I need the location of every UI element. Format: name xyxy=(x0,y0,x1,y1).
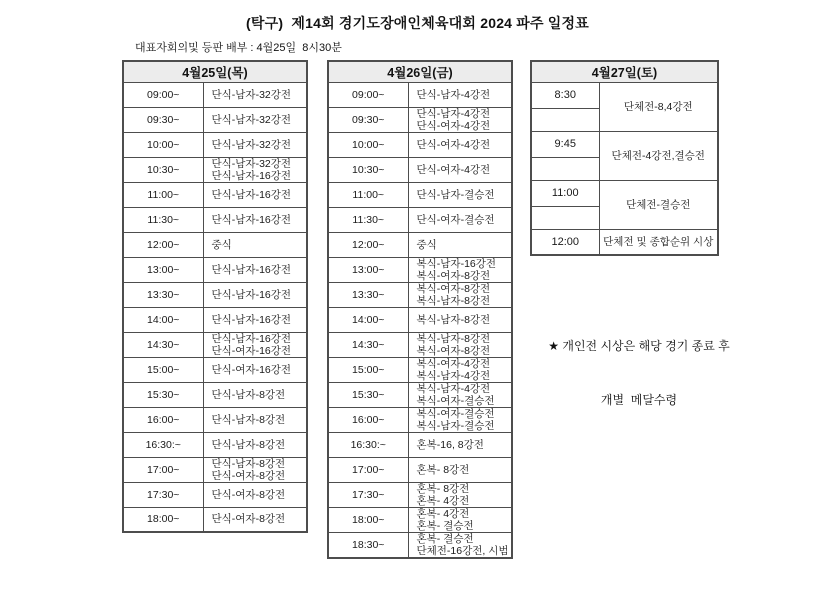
schedule-row xyxy=(328,82,512,107)
event-line: 단식-남자-16강전 xyxy=(211,188,292,201)
event-cell xyxy=(203,132,307,157)
event-line: 복식-남자-4강전 xyxy=(416,382,491,395)
event-line: 혼복- 결승전 xyxy=(416,532,474,545)
event-cell: 단체전 및 종합순위 시상 xyxy=(599,229,718,255)
time-cell: 12:00~ xyxy=(328,232,408,257)
event-line: 복식-여자-결승전 xyxy=(416,407,495,420)
schedule-row xyxy=(123,157,307,182)
schedule-row xyxy=(123,457,307,482)
schedule-row xyxy=(123,232,307,257)
time-cell: 14:30~ xyxy=(123,332,203,357)
event-cell xyxy=(408,282,512,307)
event-line: 단식-남자-8강전 xyxy=(211,438,286,451)
time-cell: 9:45 xyxy=(531,131,599,157)
schedule-row xyxy=(328,507,512,532)
event-line: 단식-남자-16강전 xyxy=(211,169,292,182)
event-line: 단식-남자-16강전 xyxy=(211,332,292,345)
schedule-row xyxy=(123,182,307,207)
event-cell xyxy=(203,232,307,257)
event-line: 복식-남자-16강전 xyxy=(416,257,497,270)
event-cell xyxy=(408,132,512,157)
event-cell xyxy=(203,432,307,457)
event-line: 단식-여자-8강전 xyxy=(211,513,286,526)
event-cell: 단체전-결승전 xyxy=(599,180,718,229)
time-cell: 09:00~ xyxy=(328,82,408,107)
event-cell: 단체전-8,4강전 xyxy=(599,82,718,131)
event-line: 단식-여자-8강전 xyxy=(211,488,286,501)
event-cell xyxy=(408,257,512,282)
schedule-row xyxy=(328,132,512,157)
event-cell: 단체전-4강전,결승전 xyxy=(599,131,718,180)
event-line: 복식-남자-8강전 xyxy=(416,332,491,345)
event-cell xyxy=(203,382,307,407)
event-cell xyxy=(408,482,512,507)
schedule-row xyxy=(123,82,307,107)
event-cell xyxy=(408,382,512,407)
time-cell: 14:30~ xyxy=(328,332,408,357)
time-cell: 16:00~ xyxy=(123,407,203,432)
table-date-header: 4월25일(목) xyxy=(123,61,307,82)
schedule-row xyxy=(123,432,307,457)
schedule-row xyxy=(123,507,307,532)
event-cell xyxy=(203,407,307,432)
schedule-row xyxy=(123,382,307,407)
event-cell xyxy=(203,307,307,332)
event-line: 단식-남자-16강전 xyxy=(211,288,292,301)
schedule-table-april25 xyxy=(122,60,308,533)
event-line: 중식 xyxy=(211,238,232,251)
time-cell: 17:00~ xyxy=(123,457,203,482)
event-line: 복식-여자-8강전 xyxy=(416,344,491,357)
table-header-row xyxy=(531,61,718,82)
time-cell: 10:30~ xyxy=(123,157,203,182)
event-line: 단식-여자-16강전 xyxy=(211,344,292,357)
event-cell xyxy=(408,107,512,132)
empty-time-cell xyxy=(531,108,599,131)
time-cell: 15:30~ xyxy=(328,382,408,407)
schedule-row xyxy=(123,357,307,382)
time-cell: 17:00~ xyxy=(328,457,408,482)
time-cell: 11:00~ xyxy=(328,182,408,207)
empty-time-cell xyxy=(531,206,599,229)
time-cell: 09:30~ xyxy=(123,107,203,132)
time-cell: 12:00~ xyxy=(123,232,203,257)
event-line: 복식-여자-8강전 xyxy=(416,269,491,282)
time-cell: 18:30~ xyxy=(328,532,408,558)
event-cell xyxy=(203,157,307,182)
event-cell xyxy=(408,157,512,182)
schedule-row xyxy=(328,457,512,482)
schedule-row xyxy=(328,207,512,232)
schedule-row xyxy=(328,432,512,457)
event-line: 단식-남자-16강전 xyxy=(211,263,292,276)
time-cell: 17:30~ xyxy=(328,482,408,507)
empty-time-cell xyxy=(531,157,599,180)
table-header-row xyxy=(328,61,512,82)
event-line: 혼복- 8강전 xyxy=(416,463,470,476)
event-cell xyxy=(408,82,512,107)
event-line: 혼복- 4강전 xyxy=(416,507,470,520)
event-line: 단식-남자-8강전 xyxy=(211,457,286,470)
event-cell xyxy=(408,432,512,457)
event-line: 단식-여자-16강전 xyxy=(211,363,292,376)
time-cell: 16:30:~ xyxy=(123,432,203,457)
schedule-row xyxy=(328,307,512,332)
time-cell: 11:00~ xyxy=(123,182,203,207)
time-cell: 18:00~ xyxy=(123,507,203,532)
schedule-row xyxy=(328,357,512,382)
time-cell: 11:30~ xyxy=(123,207,203,232)
schedule-row xyxy=(123,482,307,507)
event-line: 단식-남자-32강전 xyxy=(211,157,292,170)
event-cell xyxy=(408,207,512,232)
schedule-row xyxy=(328,482,512,507)
event-line: 복식-남자-8강전 xyxy=(416,313,491,326)
event-line: 단식-여자-결승전 xyxy=(416,213,495,226)
schedule-row xyxy=(123,332,307,357)
schedule-row xyxy=(531,229,718,255)
event-cell xyxy=(408,357,512,382)
event-line: 복식-남자-결승전 xyxy=(416,419,495,432)
event-cell xyxy=(203,207,307,232)
schedule-row xyxy=(123,132,307,157)
time-cell: 14:00~ xyxy=(123,307,203,332)
event-cell xyxy=(408,307,512,332)
schedule-row xyxy=(328,107,512,132)
event-line: 복식-여자-4강전 xyxy=(416,357,491,370)
event-line: 단식-남자-4강전 xyxy=(416,88,491,101)
schedule-row xyxy=(328,407,512,432)
time-cell: 11:30~ xyxy=(328,207,408,232)
event-cell xyxy=(408,532,512,558)
event-cell xyxy=(203,332,307,357)
event-cell xyxy=(408,232,512,257)
event-cell xyxy=(203,507,307,532)
event-line: 단식-여자-4강전 xyxy=(416,138,491,151)
event-line: 복식-여자-결승전 xyxy=(416,394,495,407)
event-cell xyxy=(203,82,307,107)
event-line: 단식-여자-4강전 xyxy=(416,119,491,132)
medal-note-line1: ★ 개인전 시상은 해당 경기 종료 후 xyxy=(548,339,730,353)
schedule-row xyxy=(328,257,512,282)
time-cell: 8:30 xyxy=(531,82,599,108)
time-cell: 15:00~ xyxy=(123,357,203,382)
schedule-row xyxy=(123,257,307,282)
table-date-header: 4월27일(토) xyxy=(531,61,718,82)
event-cell xyxy=(203,257,307,282)
event-line: 복식-남자-8강전 xyxy=(416,294,491,307)
schedule-table-april27 xyxy=(530,60,719,256)
schedule-row xyxy=(531,82,718,108)
time-cell: 09:00~ xyxy=(123,82,203,107)
schedule-row xyxy=(123,407,307,432)
event-line: 혼복-16, 8강전 xyxy=(416,438,484,451)
time-cell: 13:00~ xyxy=(328,257,408,282)
time-cell: 17:30~ xyxy=(123,482,203,507)
schedule-row xyxy=(328,332,512,357)
medal-note-line2: 개별 메달수령 xyxy=(600,393,678,407)
event-line: 단식-남자-32강전 xyxy=(211,138,292,151)
schedule-table-april26 xyxy=(327,60,513,559)
rep-meeting-note: 대표자회의및 등판 배부 : 4월25일 8시30분 xyxy=(135,42,342,54)
event-cell xyxy=(408,332,512,357)
event-line: 단식-남자-8강전 xyxy=(211,388,286,401)
event-line: 단식-남자-8강전 xyxy=(211,413,286,426)
time-cell: 13:00~ xyxy=(123,257,203,282)
page-title: (탁구) 제14회 경기도장애인체육대회 2024 파주 일정표 xyxy=(246,15,589,31)
time-cell: 13:30~ xyxy=(123,282,203,307)
schedule-row xyxy=(123,307,307,332)
event-cell xyxy=(203,282,307,307)
schedule-row xyxy=(328,182,512,207)
time-cell: 13:30~ xyxy=(328,282,408,307)
schedule-row xyxy=(531,131,718,157)
event-cell xyxy=(203,107,307,132)
schedule-row xyxy=(531,180,718,206)
time-cell: 15:00~ xyxy=(328,357,408,382)
event-line: 복식-여자-8강전 xyxy=(416,282,491,295)
event-cell xyxy=(203,357,307,382)
event-line: 혼복- 8강전 xyxy=(416,482,470,495)
event-cell xyxy=(203,457,307,482)
schedule-row xyxy=(123,107,307,132)
event-line: 혼복- 결승전 xyxy=(416,519,474,532)
event-line: 단식-여자-4강전 xyxy=(416,163,491,176)
time-cell: 14:00~ xyxy=(328,307,408,332)
medal-note xyxy=(524,301,754,445)
time-cell: 18:00~ xyxy=(328,507,408,532)
event-line: 단식-남자-32강전 xyxy=(211,113,292,126)
time-cell: 12:00 xyxy=(531,229,599,255)
event-line: 단식-남자-16강전 xyxy=(211,213,292,226)
time-cell: 16:30:~ xyxy=(328,432,408,457)
table-header-row xyxy=(123,61,307,82)
event-cell xyxy=(408,182,512,207)
event-line: 단식-여자-8강전 xyxy=(211,469,286,482)
schedule-row xyxy=(123,282,307,307)
event-cell xyxy=(203,482,307,507)
event-cell xyxy=(408,407,512,432)
event-line: 단식-남자-결승전 xyxy=(416,188,495,201)
time-cell: 10:00~ xyxy=(123,132,203,157)
schedule-row xyxy=(328,382,512,407)
schedule-row xyxy=(328,532,512,558)
time-cell: 10:00~ xyxy=(328,132,408,157)
event-line: 복식-남자-4강전 xyxy=(416,369,491,382)
event-line: 단체전-16강전, 시범 xyxy=(416,544,509,557)
time-cell: 09:30~ xyxy=(328,107,408,132)
time-cell: 11:00 xyxy=(531,180,599,206)
schedule-row xyxy=(328,282,512,307)
time-cell: 10:30~ xyxy=(328,157,408,182)
event-cell xyxy=(408,457,512,482)
schedule-row xyxy=(328,157,512,182)
event-line: 단식-남자-4강전 xyxy=(416,107,491,120)
schedule-row xyxy=(123,207,307,232)
time-cell: 15:30~ xyxy=(123,382,203,407)
time-cell: 16:00~ xyxy=(328,407,408,432)
event-line: 중식 xyxy=(416,238,437,251)
table-date-header: 4월26일(금) xyxy=(328,61,512,82)
event-line: 단식-남자-16강전 xyxy=(211,313,292,326)
event-line: 단식-남자-32강전 xyxy=(211,88,292,101)
schedule-row xyxy=(328,232,512,257)
event-line: 혼복- 4강전 xyxy=(416,494,470,507)
event-cell xyxy=(408,507,512,532)
event-cell xyxy=(203,182,307,207)
